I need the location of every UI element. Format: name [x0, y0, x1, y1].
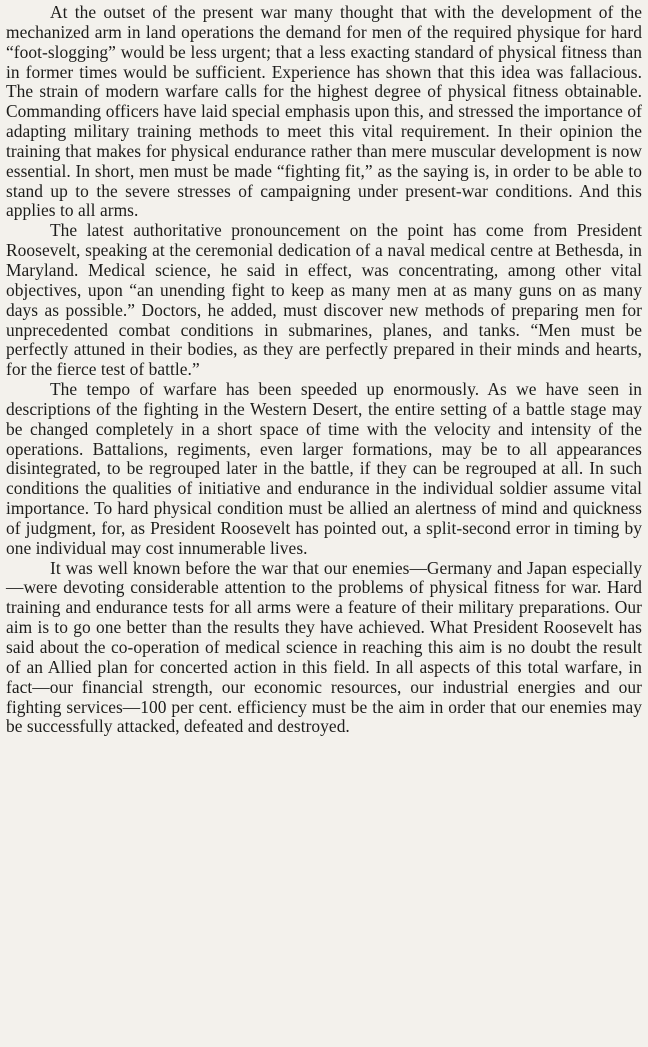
paragraph-enemies-preparations: It was well known before the war that our enemies—Germany and Japan especially—were devoting considerable attention to the problems of physical fitness for war. Hard training and endurance tests for all arms were a feature of their military preparations. Our aim is to go one better than the results they have achieved. What President Roosevelt has said about the co-operation of medical science in reaching this aim is no doubt the result of an Allied plan for concerted action in this field. In all aspects of this total warfare, in fact—our financial strength, our economic resources, our industrial energies and our fighting services—100 per cent. efficiency must be the aim in order that our enemies may be successfully attacked, defeated and destroyed. — [6, 557, 642, 737]
paragraph-roosevelt-pronouncement: The latest authoritative pronouncement on the point has come from President Roosevelt, speaking at the ceremonial dedication of a naval medical centre at Bethesda, in Maryland. Medical science, he said in effect, was concentrating, among other vital objectives, upon “an unending fight to keep as many men at as many guns on as many days as possible.” Doctors, he added, must discover new methods of preparing men for unprecedented combat conditions in submarines, planes, and tanks. “Men must be perfectly attuned in their bodies, as they are perfectly prepared in their minds and hearts, for the fierce test of battle.” — [6, 220, 642, 380]
paragraph-physical-fitness: At the outset of the present war many thought that with the development of the mechanized arm in land operations the demand for men of the required physique for hard “foot-slogging” would be less urgent; that a less exacting standard of physical fitness than in former times would be sufficient. Experience has shown that this idea was fallacious. The strain of modern warfare calls for the highest degree of physical fitness obtainable. Commanding officers have laid special emphasis upon this, and stressed the importance of adapting military training methods to meet this vital requirement. In their opinion the training that makes for physical endurance rather than mere muscular development is now essential. In short, men must be made “fighting fit,” as the saying is, in order to be able to stand up to the severe stresses of campaigning under present-war conditions. And this applies to all arms. — [6, 2, 642, 221]
paragraph-tempo-of-warfare: The tempo of warfare has been speeded up enormously. As we have seen in descriptions of the fighting in the Western Desert, the entire setting of a battle stage may be changed completely in a short space of time with the velocity and intensity of the operations. Battalions, regiments, even larger formations, may be to all appearances disintegrated, to be regrouped later in the battle, if they can be regrouped at all. In such conditions the qualities of initiative and endurance in the individual soldier assume vital importance. To hard physical condition must be allied an alertness of mind and quickness of judgment, for, as President Roosevelt has pointed out, a split-second error in timing by one individual may cost innumerable lives. — [6, 379, 642, 558]
